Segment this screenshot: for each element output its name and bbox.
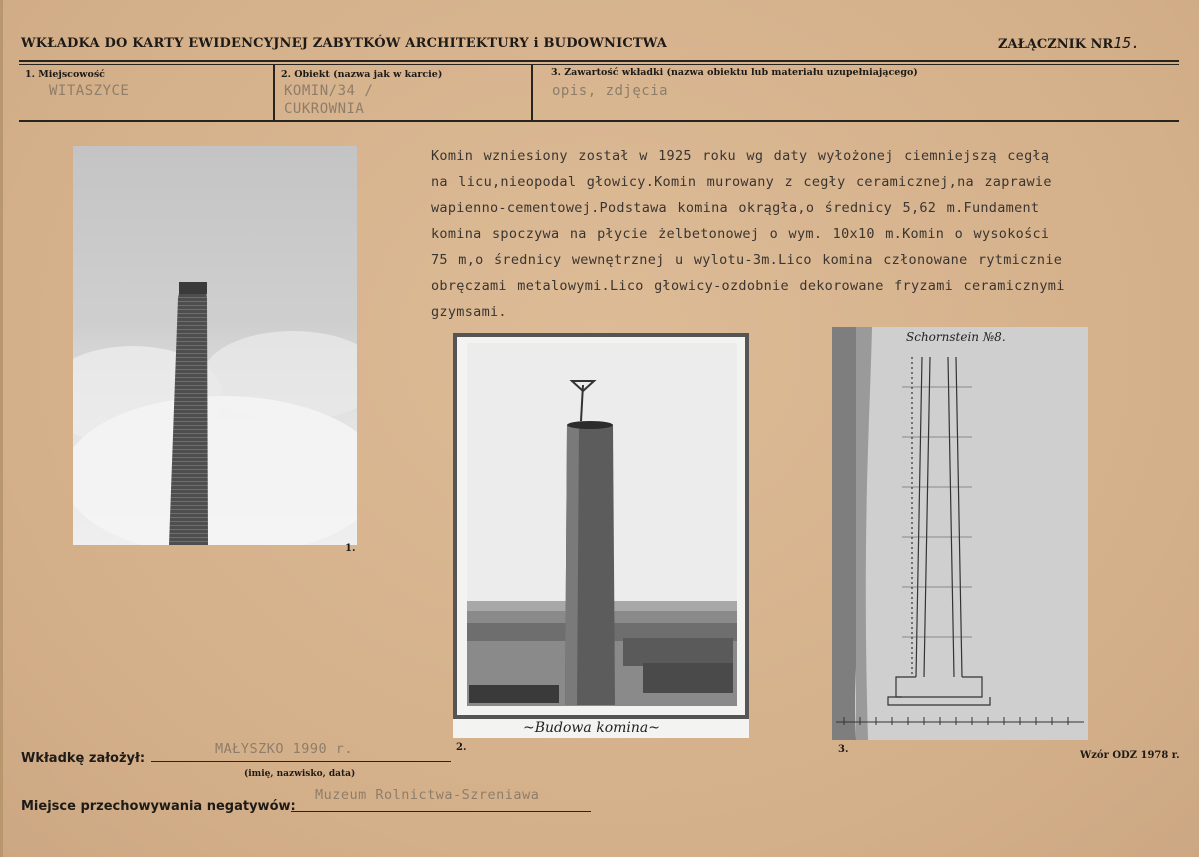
photo2-caption: ~Budowa komina~ [523, 720, 660, 736]
annex-label [998, 34, 1140, 52]
form-label: Wzór ODZ 1978 r. [1080, 750, 1180, 761]
object-value-line2: CUKROWNIA [284, 101, 365, 117]
header-rule-top [19, 60, 1179, 62]
photo-chimney-sky-image [73, 146, 357, 545]
description-line: gzymsami. [431, 304, 507, 320]
author-sublabel: (imię, nazwisko, data) [244, 769, 356, 779]
object-label: 2. Obiekt (nazwa jak w karcie) [281, 69, 443, 80]
author-line [151, 761, 451, 762]
object-value-line1: KOMIN/34 / [284, 83, 374, 99]
field-divider-1 [273, 65, 275, 120]
photo-technical-drawing [832, 327, 1088, 740]
author-value: MAŁYSZKO 1990 r. [215, 741, 354, 757]
negatives-line [291, 811, 591, 812]
author-label: Wkładkę założył: [21, 751, 146, 766]
technical-drawing-image [832, 327, 1088, 740]
card-title: WKŁADKA DO KARTY EWIDENCYJNEJ ZABYTKÓW ARCHITEKTURY i BUDOWNICTWA [21, 36, 668, 51]
header-rule-top-thin [19, 64, 1179, 65]
field-divider-2 [531, 65, 533, 120]
photo3-number: 3. [838, 744, 849, 755]
photo1-number: 1. [345, 543, 356, 554]
description-line: 75 m,o średnicy wewnętrznej u wylotu-3m.Lico komina członowane rytmicznie [431, 252, 1063, 268]
photo2-number: 2. [456, 742, 467, 753]
description-line: obręczami metalowymi.Lico głowicy-ozdobnie dekorowane fryzami ceramicznymi [431, 278, 1065, 294]
description-line: komina spoczywa na płycie żelbetonowej o wym. 10x10 m.Komin o wysokości [431, 226, 1050, 242]
photo-chimney-sky [73, 146, 357, 545]
locality-label: 1. Miejscowość [25, 69, 105, 80]
negatives-label: Miejsce przechowywania negatywów: [21, 799, 296, 814]
field-row-rule-bottom [19, 120, 1179, 122]
negatives-value: Muzeum Rolnictwa-Szreniawa [315, 787, 540, 803]
annex-number: 15. [1113, 34, 1141, 52]
description-text [431, 143, 1181, 325]
locality-value: WITASZYCE [49, 83, 130, 99]
photo-chimney-construction [453, 333, 749, 738]
description-line: Komin wzniesiony został w 1925 roku wg daty wyłożonej ciemniejszą cegłą [431, 148, 1050, 164]
drawing-heading: Schornstein №8. [906, 330, 1006, 344]
contents-value: opis, zdjęcia [552, 83, 669, 99]
photo-chimney-construction-image [453, 333, 749, 738]
annex-label-text: ZAŁĄCZNIK NR [998, 37, 1114, 52]
contents-label: 3. Zawartość wkładki (nazwa obiektu lub materiału uzupełniającego) [551, 67, 918, 78]
description-line: na licu,nieopodal głowicy.Komin murowany z cegły ceramicznej,na zaprawie [431, 174, 1052, 190]
description-line: wapienno-cementowej.Podstawa komina okrągła,o średnicy 5,62 m.Fundament [431, 200, 1040, 216]
